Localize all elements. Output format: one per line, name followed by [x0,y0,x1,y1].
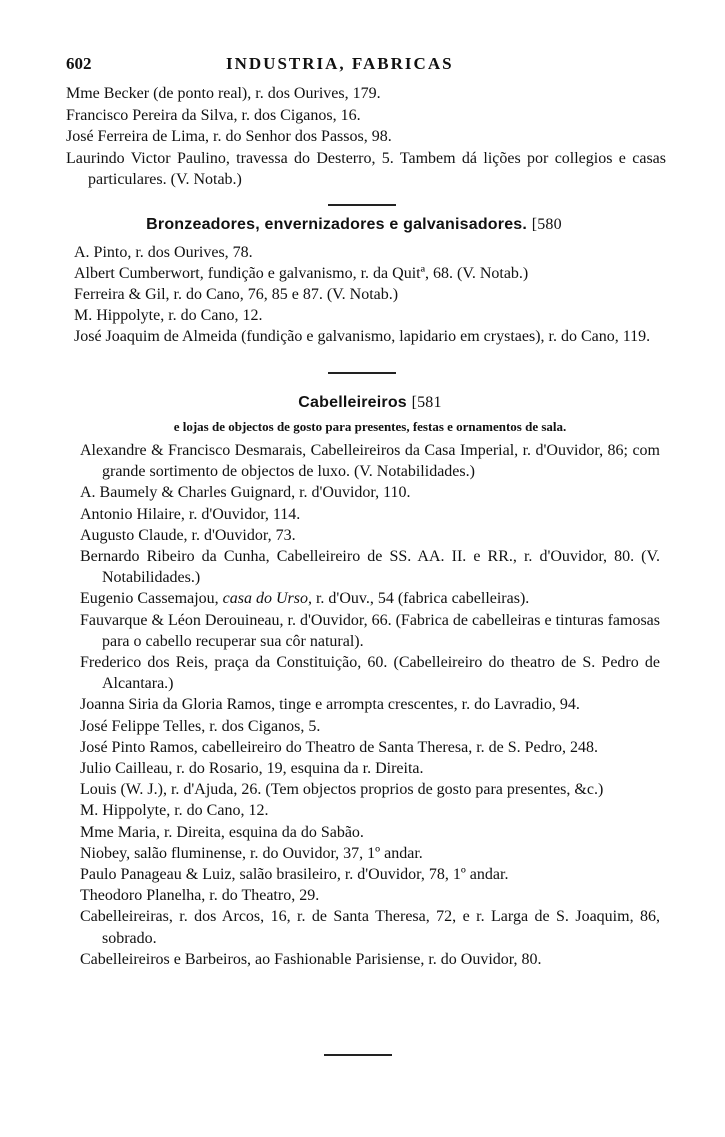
list-entry: José Ferreira de Lima, r. do Senhor dos Passos, 98. [66,128,392,145]
list-entry: Augusto Claude, r. d'Ouvidor, 73. [80,526,296,544]
section-title [74,214,674,236]
list-entry: Paulo Panageau & Luiz, salão brasileiro, r. d'Ouvidor, 78, 1º andar. [80,866,509,884]
list-entry: Bernardo Ribeiro da Cunha, Cabelleireiro de SS. AA. II. e RR., r. d'Ouvidor, 80. (V. Notabilidades.) [80,548,660,587]
list-entry: Louis (W. J.), r. d'Ajuda, 26. (Tem objectos proprios de gosto para presentes, &c.) [80,781,604,799]
section-divider [328,372,396,374]
list-entry: Joanna Siria da Gloria Ramos, tinge e arrompta crescentes, r. do Lavradio, 94. [80,696,580,714]
list-entry: Theodoro Planelha, r. do Theatro, 29. [80,887,320,905]
list-entry: Frederico dos Reis, praça da Constituição, 60. (Cabelleireiro do theatro de S. Pedro de Alcantara.) [80,654,660,693]
list-entry: Albert Cumberwort, fundição e galvanismo, r. da Quitª, 68. (V. Notab.) [74,265,529,282]
list-entry: Alexandre & Francisco Desmarais, Cabelleireiros da Casa Imperial, r. d'Ouvidor, 86; com grande sortimento de objectos de luxo. (V. Notabilidades.) [80,442,660,481]
list-entry [80,588,660,609]
section-code: [581 [411,394,442,411]
entry-italic-text: casa do Urso [222,590,308,608]
list-entry: Mme Becker (de ponto real), r. dos Ourives, 179. [66,85,381,102]
list-entry: José Joaquim de Almeida (fundição e galvanismo, lapidario em crystaes), r. do Cano, 119. [74,328,651,345]
list-entry: A. Pinto, r. dos Ourives, 78. [74,244,253,261]
list-entry: Fauvarque & Léon Derouineau, r. d'Ouvidor, 66. (Fabrica de cabelleiras e tinturas famosas para o cabello recuperar sua côr natural). [80,611,660,650]
page-header [66,52,482,78]
list-entry: Cabelleireiras, r. dos Arcos, 16, r. de Santa Theresa, 72, e r. Larga de S. Joaquim, 86, sobrado. [80,908,660,947]
section-code: [580 [531,216,562,233]
list-entry: Cabelleireiros e Barbeiros, ao Fashionable Parisiense, r. do Ouvidor, 80. [80,950,542,968]
list-entry: Antonio Hilaire, r. d'Ouvidor, 114. [80,505,301,523]
list-entry: José Pinto Ramos, cabelleireiro do Theatro de Santa Theresa, r. de S. Pedro, 248. [80,738,598,756]
list-entry: José Felippe Telles, r. dos Ciganos, 5. [80,717,321,735]
list-entry: Julio Cailleau, r. do Rosario, 19, esquina da r. Direita. [80,760,424,778]
list-entry: M. Hippolyte, r. do Cano, 12. [80,802,269,820]
entry-text: Eugenio Cassemajou, [80,590,223,608]
section-divider [328,204,396,206]
list-entry: Ferreira & Gil, r. do Cano, 76, 85 e 87. (V. Notab.) [74,286,399,303]
section-subtitle: e lojas de objectos de gosto para presentes, festas e ornamentos de sala. [173,419,567,434]
list-entry: Laurindo Victor Paulino, travessa do Desterro, 5. Tambem dá lições por collegios e casas particulares. (V. Notab.) [66,149,666,188]
entry-text: , r. d'Ouv., 54 (fabrica cabelleiras). [307,590,530,608]
section-cabelleireiros [80,392,660,970]
running-head: INDUSTRIA, FABRICAS [226,54,454,73]
list-entry: Mme Maria, r. Direita, esquina da do Sabão. [80,823,364,841]
section-title-text: Cabelleireiros [298,394,407,411]
page-number: 602 [66,54,92,73]
section-divider [324,1054,392,1056]
section-title-text: Bronzeadores, envernizadores e galvanisadores. [146,216,528,233]
list-entry: Francisco Pereira da Silva, r. dos Ciganos, 16. [66,106,361,124]
section-title [80,392,660,414]
section-bronzeadores [74,214,674,347]
list-entry: M. Hippolyte, r. do Cano, 12. [74,307,263,324]
section-continued-list [66,83,666,191]
list-entry: A. Baumely & Charles Guignard, r. d'Ouvidor, 110. [80,484,411,502]
list-entry: Niobey, salão fluminense, r. do Ouvidor, 37, 1º andar. [80,844,423,862]
